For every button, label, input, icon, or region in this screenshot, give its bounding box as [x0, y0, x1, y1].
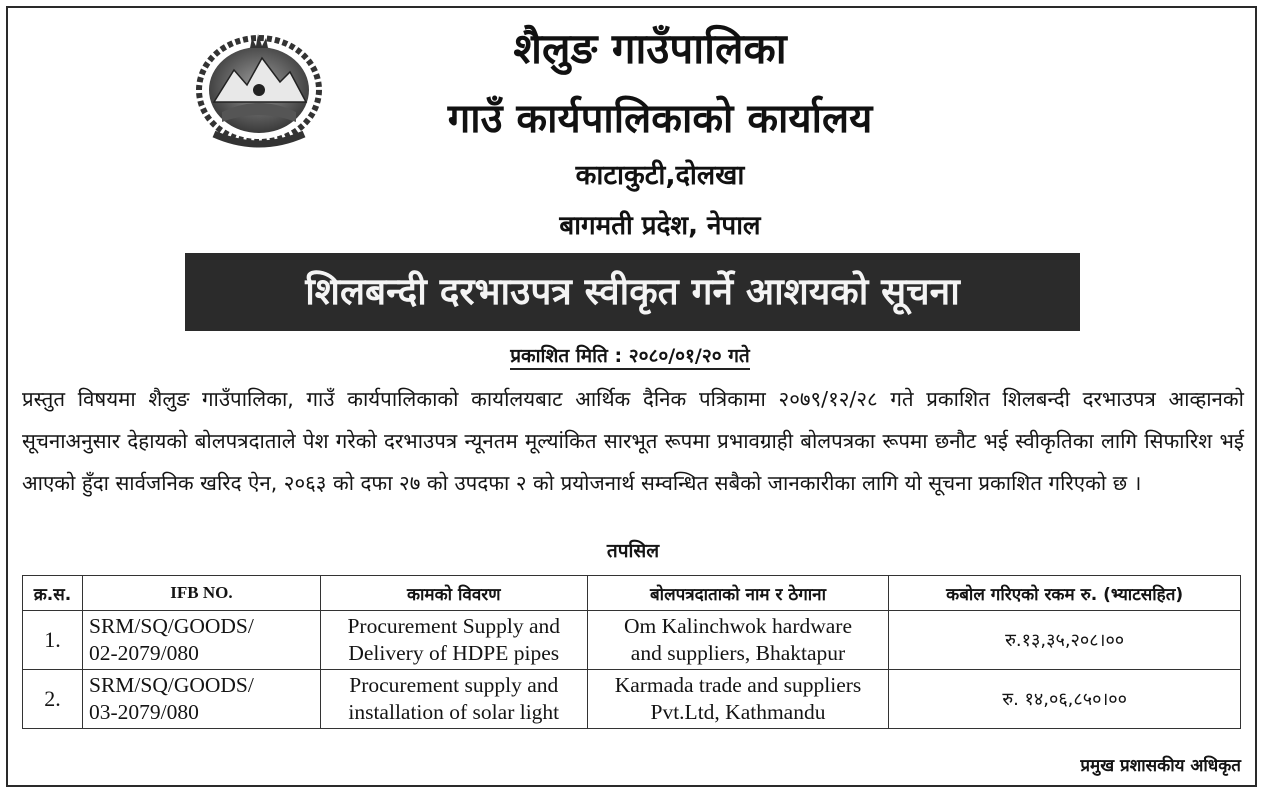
table-row — [23, 611, 1241, 670]
signatory-title: प्रमुख प्रशासकीय अधिकृत — [1080, 756, 1241, 776]
published-date — [330, 340, 930, 372]
ifb-line: 03-2079/080 — [88, 700, 199, 724]
row-bidder — [587, 611, 889, 670]
row-amount: रु. १४,०६,८५०।०० — [889, 670, 1241, 729]
bidder-line: Karmada trade and suppliers — [614, 673, 862, 697]
bidder-line: Pvt.Ltd, Kathmandu — [650, 700, 826, 724]
row-ifb — [82, 670, 320, 729]
office-name: गाउँ कार्यपालिकाको कार्यालय — [447, 96, 873, 142]
row-ifb — [82, 611, 320, 670]
header-bidder: बोलपत्रदाताको नाम र ठेगाना — [587, 576, 889, 611]
description-line: Delivery of HDPE pipes — [348, 641, 560, 665]
ifb-line: SRM/SQ/GOODS/ — [88, 614, 254, 638]
table-header-row — [23, 576, 1241, 611]
row-sn: 1. — [23, 611, 83, 670]
description-line: Procurement supply and — [349, 673, 559, 697]
description-line: installation of solar light — [348, 700, 560, 724]
published-date-text: प्रकाशित मिति : २०८०/०१/२० गते — [510, 345, 750, 370]
header-amount: कबोल गरिएको रकम रु. (भ्याटसहित) — [889, 576, 1241, 611]
government-emblem-icon — [192, 30, 326, 148]
bidder-line: and suppliers, Bhaktapur — [630, 641, 846, 665]
notice-title-banner: शिलबन्दी दरभाउपत्र स्वीकृत गर्ने आशयको सूचना — [185, 253, 1080, 331]
header-ifb: IFB NO. — [82, 576, 320, 611]
office-location: काटाकुटी,दोलखा — [575, 160, 745, 191]
municipality-name: शैलुङ गाउँपालिका — [513, 24, 787, 73]
ifb-line: 02-2079/080 — [88, 641, 199, 665]
row-amount: रु.१३,३५,२०८।०० — [889, 611, 1241, 670]
row-sn: 2. — [23, 670, 83, 729]
description-line: Procurement Supply and — [347, 614, 561, 638]
header-description: कामको विवरण — [320, 576, 587, 611]
row-description — [320, 670, 587, 729]
bidder-line: Om Kalinchwok hardware — [623, 614, 853, 638]
row-description — [320, 611, 587, 670]
ifb-line: SRM/SQ/GOODS/ — [88, 673, 254, 697]
schedule-heading: तपसिल — [606, 540, 660, 562]
province-country: बागमती प्रदेश, नेपाल — [559, 211, 761, 241]
header-sn: क्र.स. — [23, 576, 83, 611]
row-bidder — [587, 670, 889, 729]
notice-body: प्रस्तुत विषयमा शैलुङ गाउँपालिका, गाउँ कार्यपालिकाको कार्यालयबाट आर्थिक दैनिक पत्रिकामा २०७९/१२/२८ गते प्रकाशित शिलबन्दी दरभाउपत्र आव्हानको सूचनाअनुसार देहायको बोलपत्रदाताले पेश गरेको दरभाउपत्र न्यूनतम मूल्यांकित सारभूत रूपमा प्रभावग्राही बोलपत्रका रूपमा छनौट भई स्वीकृतिका लागि सिफारिश भई आएको हुँदा सार्वजनिक खरिद ऐन, २०६३ को दफा २७ को उपदफा २ को प्रयोजनार्थ सम्वन्धित सबैको जानकारीका लागि यो सूचना प्रकाशित गरिएको छ । — [22, 387, 1244, 495]
bids-table — [22, 575, 1241, 729]
table-row — [23, 670, 1241, 729]
